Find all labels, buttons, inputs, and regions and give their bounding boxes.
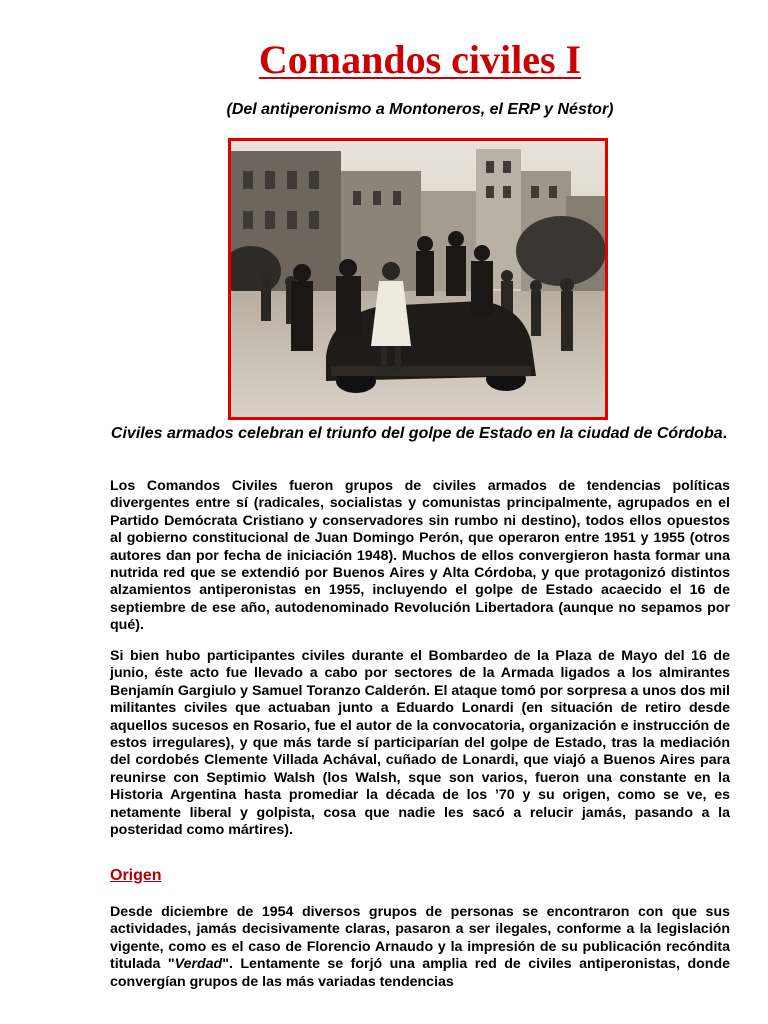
historical-photo	[228, 138, 608, 420]
historical-photo-icon	[231, 141, 605, 417]
photo-caption	[108, 424, 730, 444]
section-heading-origen: Origen	[110, 867, 162, 884]
origen-text-start: Desde diciembre de 1954 diversos grupos de personas se encontraron con que sus actividades, jamás decisivamente claras, pasaron a ser ilegales, conforme a la legislación vigente, como es el caso de Florencio Arnaudo y la impresión de su publicación recóndita titulada "	[110, 904, 730, 973]
paragraph-origen	[110, 904, 730, 991]
photo-caption-text: Civiles armados celebran el triunfo del golpe de Estado en la ciudad de Córdoba	[110, 425, 723, 442]
origen-text-verdad: Verdad	[174, 956, 223, 973]
paragraph-bombardeo: Si bien hubo participantes civiles durante el Bombardeo de la Plaza de Mayo del 16 de junio, éste acto fue llevado a cabo por sectores de la Armada ligados a los almirantes Benjamín Gargiulo y Samuel Toranzo Calderón. El ataque tomó por sorpresa a unos dos mil militantes civiles que actuaban junto a Eduardo Lonardi (en situación de retiro desde aquellos sucesos en Rosario, fue el autor de la convocatoria, organización e instrucción de estos irregulares), y que más tarde sí participarían del golpe de Estado, tras la mediación del cordobés Clemente Villada Achával, cuñado de Lonardi, que viajó a Buenos Aires para reunirse con Septimio Walsh (los Walsh, sque son varios, fueron una constante en la Historia Argentina hasta promediar la década de los ’70 y su origen, como se ve, es netamente liberal y golpista, cosa que nadie les sacó a relucir jamás, pasando a la posteridad como mártires).	[110, 648, 730, 839]
photo-caption-end: .	[722, 425, 728, 442]
paragraph-intro: Los Comandos Civiles fueron grupos de civiles armados de tendencias políticas divergentes entre sí (radicales, socialistas y comunistas principalmente, agrupados en el Partido Demócrata Cristiano y conservadores sin rumbo ni destino), todos ellos opuestos al gobierno constitucional de Juan Domingo Perón, que operaron entre 1951 y 1955 (otros autores dan por fecha de iniciación 1948). Muchos de ellos convergieron hasta formar una nutrida red que se extendió por Buenos Aires y Alta Córdoba, y que protagonizó distintos alzamientos antiperonistas en 1955, incluyendo el golpe de Estado acaecido el 16 de septiembre de ese año, autodenominado Revolución Libertadora (aunque no sepamos por qué).	[110, 478, 730, 634]
page-subtitle: (Del antiperonismo a Montoneros, el ERP y Néstor)	[226, 101, 614, 118]
origen-text-end: ". Lentamente se forjó una amplia red de civiles antiperonistas, donde convergían grupos de las más variadas tendencias	[110, 956, 731, 990]
page-title: Comandos civiles I	[258, 37, 582, 82]
